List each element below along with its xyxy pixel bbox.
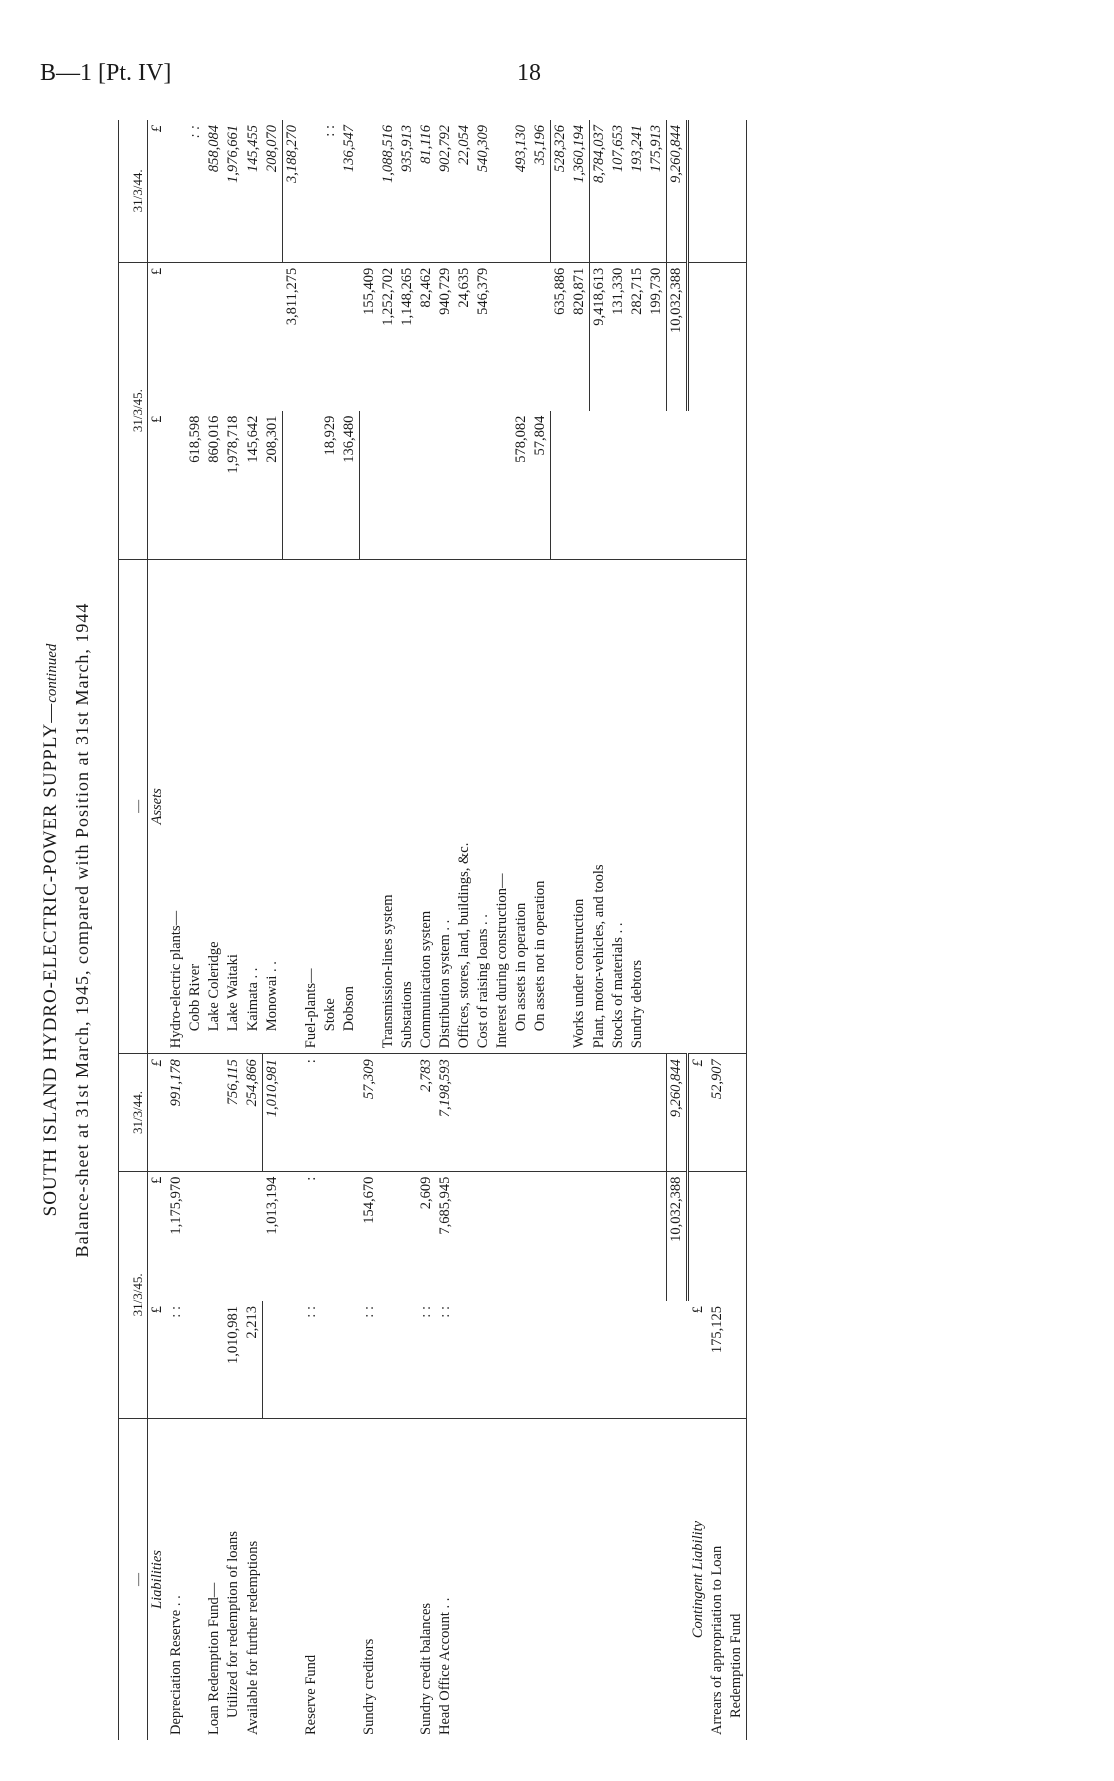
- sheet-title: SOUTH ISLAND HYDRO-ELECTRIC-POWER SUPPLY—continued: [40, 643, 61, 1217]
- table-row: Interest during construction—: [493, 120, 512, 1740]
- table-row: 3,811,275 3,188,270: [282, 120, 302, 1740]
- table-row: 635,886 528,326: [550, 120, 570, 1740]
- table-row: 1,013,194 1,010,981 Monowai . . 208,301 208,070: [263, 120, 283, 1740]
- table-row: Sundry creditors : : 154,670 57,309 155,409: [359, 120, 379, 1740]
- table-row: Offices, stores, land, buildings, &c. 24,635 22,054: [455, 120, 474, 1740]
- table-row: 199,730 175,913: [647, 120, 667, 1740]
- table-row: Stocks of materials . . 131,330 107,653: [609, 120, 628, 1740]
- contingent-heading-row: Contingent Liability £ £: [687, 120, 708, 1740]
- table-row: Arrears of appropriation to Loan 175,125 52,907: [708, 120, 727, 1740]
- header-row: — 31/3/45. 31/3/44. — 31/3/45. 31/3/44.: [119, 120, 148, 1740]
- table-row: Cost of raising loans . . 546,379 540,309: [474, 120, 493, 1740]
- table-row: Head Office Account . . : : 7,685,945 7,198,593 Distribution system . . 940,729 902,792: [436, 120, 455, 1740]
- table-row: Loan Redemption Fund— Lake Coleridge 860,016 858,084: [205, 120, 224, 1740]
- table-row: Stoke 18,929 : :: [321, 120, 340, 1740]
- page-reference: B—1 [Pt. IV]: [40, 60, 172, 86]
- table-row: Works under construction 820,871 1,360,194: [570, 120, 590, 1740]
- sheet-subtitle: Balance-sheet at 31st March, 1945, compared with Position at 31st March, 1944: [72, 602, 92, 1258]
- table-row: Sundry debtors 282,715 193,241: [628, 120, 647, 1740]
- table-row: Utilized for redemption of loans 1,010,981 756,115 Lake Waitaki 1,978,718 1,976,661: [224, 120, 243, 1740]
- table-row: On assets in operation 578,082 493,130: [512, 120, 531, 1740]
- table-row: Reserve Fund : : : : Fuel-plants—: [302, 120, 321, 1740]
- table-row: Substations 1,148,265 935,913: [398, 120, 417, 1740]
- table-row: Dobson 136,480 136,547: [340, 120, 360, 1740]
- table-row: On assets not in operation 57,804 35,196: [531, 120, 551, 1740]
- totals-row: 10,032,388 9,260,844 10,032,388 9,260,844: [666, 120, 687, 1740]
- table-row: Sundry credit balances : : 2,609 2,783 Communication system 82,462 81,116: [417, 120, 436, 1740]
- page-number: 18: [517, 60, 541, 86]
- rotated-balance-sheet: [30, 120, 1070, 1740]
- table-row: Redemption Fund: [727, 120, 747, 1740]
- table-row: Depreciation Reserve . . : : 1,175,970 991,178 Hydro-electric plants—: [167, 120, 186, 1740]
- table-row: Transmission-lines system 1,252,702 1,088,516: [379, 120, 398, 1740]
- balance-sheet-table: [118, 120, 747, 1740]
- table-row: Available for further redemptions 2,213 254,866 Kaimata . . 145,642 145,455: [243, 120, 263, 1740]
- table-row: Cobb River 618,598 : :: [186, 120, 205, 1740]
- table-row: Plant, motor-vehicles, and tools 9,418,613 8,784,037: [589, 120, 609, 1740]
- pound-row: Liabilities £ £ £ Assets £ £ £: [148, 120, 168, 1740]
